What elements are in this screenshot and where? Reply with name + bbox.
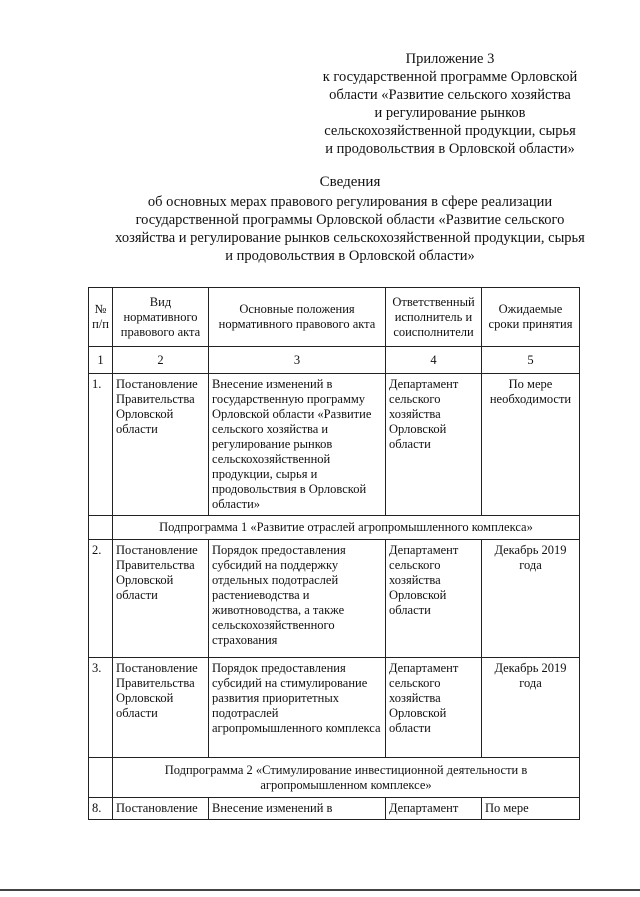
row-act-type: Постановление Правительства Орловской области [113, 658, 209, 758]
header-executor: Ответственный исполнитель и соисполнители [386, 288, 482, 347]
page-bottom-rule [0, 889, 640, 891]
row-number: 1. [89, 374, 113, 516]
table-row [89, 798, 580, 820]
row-content: Порядок предоставления субсидий на стимулирование развития приоритетных подотраслей агропромышленного комплекса [209, 658, 386, 758]
table-number-row [89, 347, 580, 374]
header-number: № п/п [89, 288, 113, 347]
table-row [89, 540, 580, 658]
row-number: 3. [89, 658, 113, 758]
row-number-empty [89, 516, 113, 540]
appendix-line: и регулирование рынков [374, 105, 526, 121]
row-content: Внесение изменений в [209, 798, 386, 820]
row-content: Внесение изменений в государственную программу Орловской области «Развитие сельского хозяйства и регулирование рынков сельскохозяйственной продукции, сырья и продовольствия в Орловской области» [209, 374, 386, 516]
appendix-line: сельскохозяйственной продукции, сырья [324, 123, 576, 139]
subprogram-title: Подпрограмма 1 «Развитие отраслей агропромышленного комплекса» [113, 516, 580, 540]
column-number: 5 [482, 347, 580, 374]
table-header-row [89, 288, 580, 347]
column-number: 1 [89, 347, 113, 374]
subprogram-row [89, 516, 580, 540]
row-act-type: Постановление Правительства Орловской области [113, 374, 209, 516]
row-act-type: Постановление [113, 798, 209, 820]
appendix-line: и продовольствия в Орловской области» [325, 141, 575, 157]
row-number: 8. [89, 798, 113, 820]
document-heading [80, 173, 620, 265]
heading-line: хозяйства и регулирование рынков сельскохозяйственной продукции, сырья [115, 230, 585, 246]
measures-table [88, 287, 580, 820]
document-title: Сведения [319, 174, 381, 190]
appendix-line: области «Развитие сельского хозяйства [329, 87, 571, 103]
row-executor: Департамент [386, 798, 482, 820]
row-term: Декабрь 2019 года [482, 540, 580, 658]
header-act-type: Вид нормативного правового акта [113, 288, 209, 347]
header-term: Ожидаемые сроки принятия [482, 288, 580, 347]
table-row [89, 658, 580, 758]
subprogram-row [89, 758, 580, 798]
row-content: Порядок предоставления субсидий на поддержку отдельных подотраслей растениеводства и животноводства, а также сельскохозяйственного страхования [209, 540, 386, 658]
row-term: По мере необходимости [482, 374, 580, 516]
column-number: 2 [113, 347, 209, 374]
header-content: Основные положения нормативного правового акта [209, 288, 386, 347]
row-act-type: Постановление Правительства Орловской области [113, 540, 209, 658]
column-number: 3 [209, 347, 386, 374]
heading-line: об основных мерах правового регулирования в сфере реализации [147, 194, 553, 210]
appendix-line: к государственной программе Орловской [322, 69, 578, 85]
row-number: 2. [89, 540, 113, 658]
row-executor: Департамент сельского хозяйства Орловской области [386, 374, 482, 516]
row-executor: Департамент сельского хозяйства Орловской области [386, 540, 482, 658]
heading-line: и продовольствия в Орловской области» [225, 248, 475, 264]
row-executor: Департамент сельского хозяйства Орловской области [386, 658, 482, 758]
row-term: По мере [482, 798, 580, 820]
row-number-empty [89, 758, 113, 798]
appendix-line: Приложение 3 [405, 51, 495, 67]
subprogram-title: Подпрограмма 2 «Стимулирование инвестиционной деятельности в агропромышленном комплексе» [113, 758, 580, 798]
row-term: Декабрь 2019 года [482, 658, 580, 758]
heading-line: государственной программы Орловской области «Развитие сельского [135, 212, 565, 228]
column-number: 4 [386, 347, 482, 374]
appendix-block [300, 50, 600, 158]
table-row [89, 374, 580, 516]
